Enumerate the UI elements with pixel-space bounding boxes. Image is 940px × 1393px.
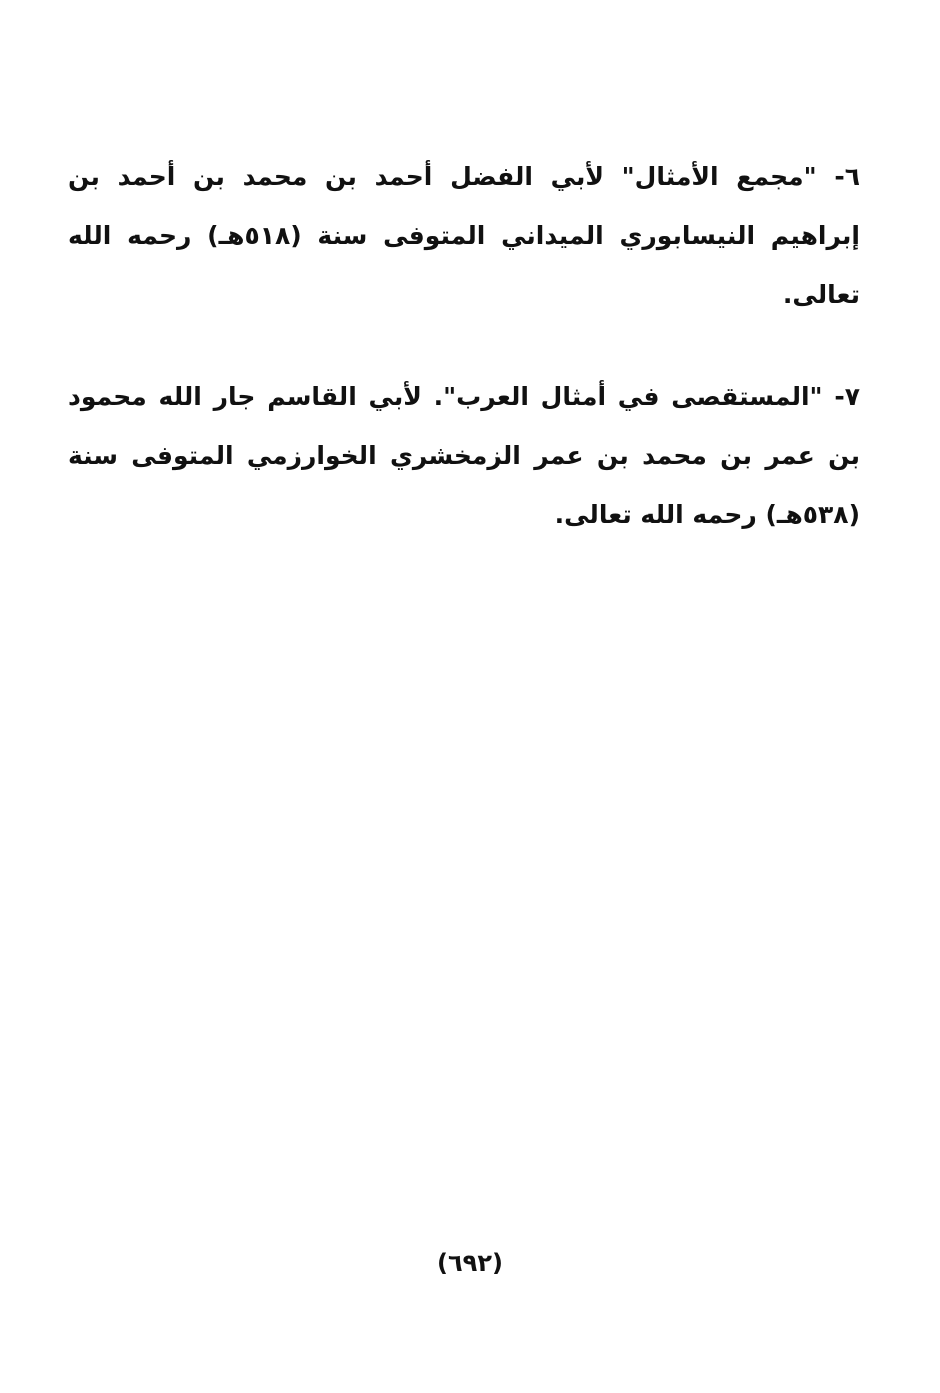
page-number: (٦٩٢)	[437, 1249, 503, 1277]
entry-6-paragraph: ٦- "مجمع الأمثال" لأبي الفضل أحمد بن محمد بن أحمد بن إبراهيم النيسابوري الميداني المتوفى سنة (٥١٨هـ) رحمه الله تعالى.	[68, 162, 860, 309]
entry-7-paragraph: ٧- "المستقصى في أمثال العرب". لأبي القاسم جار الله محمود بن عمر بن محمد بن عمر الزمخشري الخوارزمي المتوفى سنة (٥٣٨هـ) رحمه الله تعالى.	[68, 382, 860, 529]
